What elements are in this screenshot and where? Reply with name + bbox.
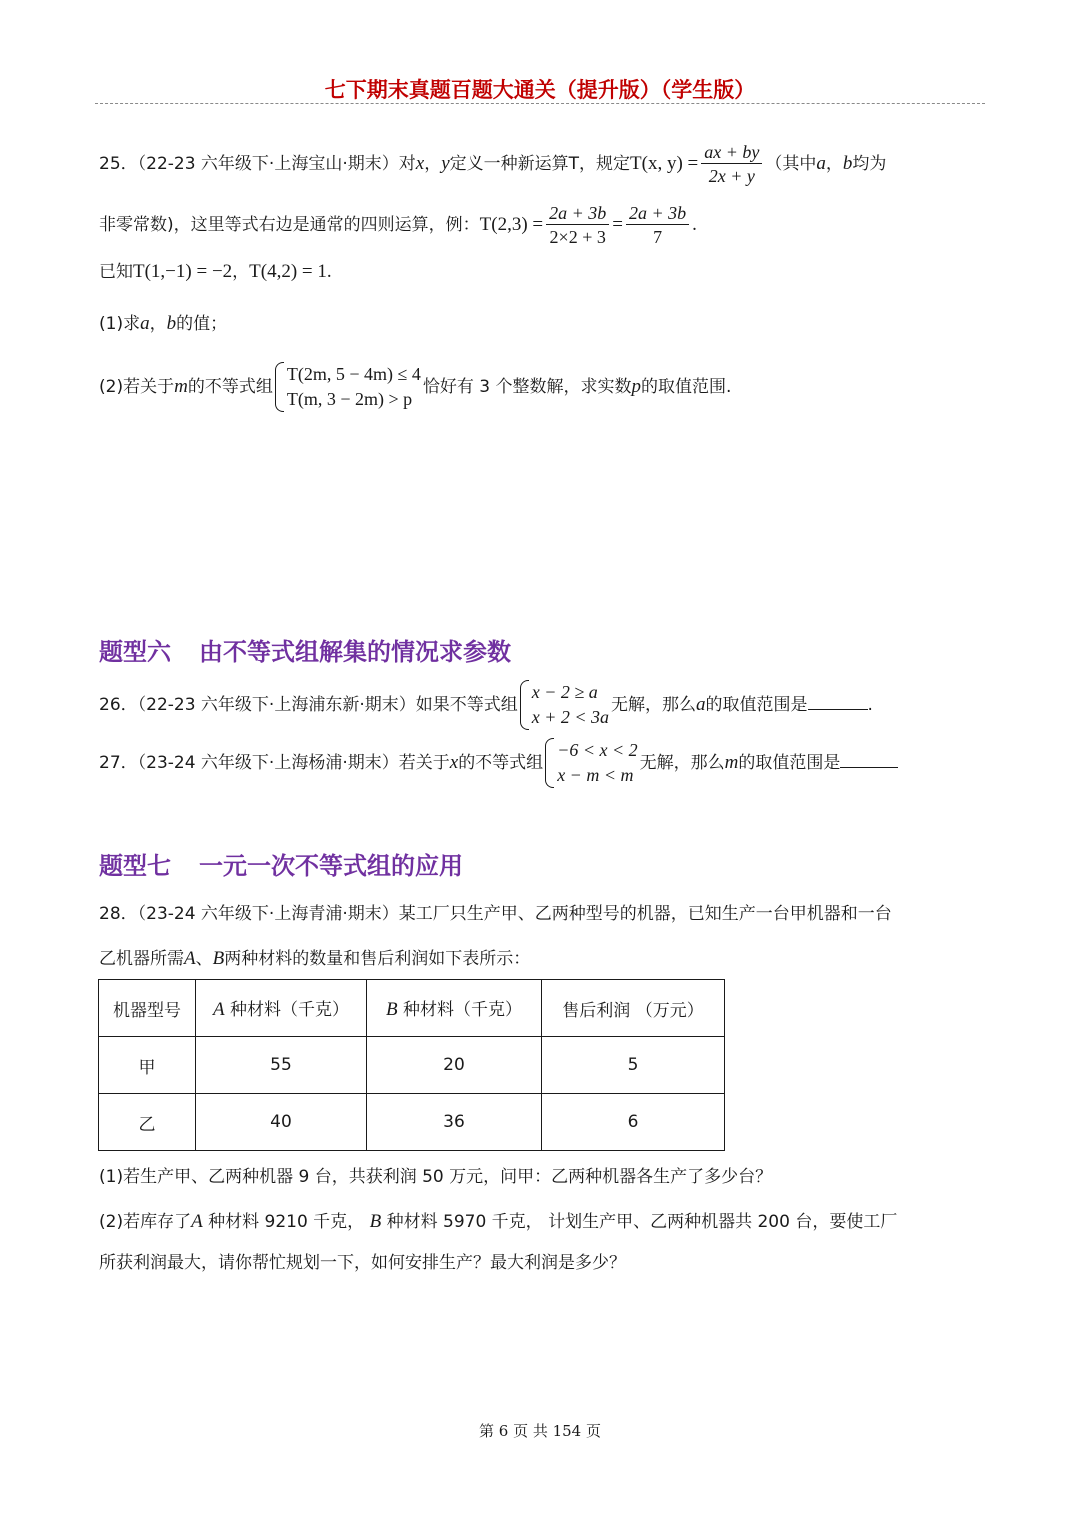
q25-system-row2: T(m, 3 − 2m) > p	[286, 389, 413, 409]
q25-part2	[99, 362, 731, 412]
q25-example-lhs: T(2,3) =	[479, 214, 544, 235]
q27-var-m: m	[724, 752, 739, 773]
q25-example-num2: 2a + 3b	[626, 204, 689, 225]
q25-note-tail: 均为	[852, 154, 887, 174]
q27-intro: 27．（23-24 六年级下·上海杨浦·期末）若关于	[99, 753, 450, 773]
q26-system-row1: x − 2 ≥ a	[531, 682, 598, 702]
q25-part2-tail: 的取值范围.	[640, 377, 732, 397]
q26-end: 的取值范围是	[705, 695, 808, 715]
table-cell: 40	[196, 1094, 367, 1151]
q25-example-end: .	[692, 214, 697, 235]
q28-part2-mid2: 种材料 5970 千克， 计划生产甲、乙两种机器共 200 台，要使工厂	[386, 1212, 898, 1232]
q28-part2-line1	[99, 1212, 897, 1231]
table-row	[99, 1094, 725, 1151]
q27-mid: 的不等式组	[458, 753, 544, 773]
q27-system-row2: x − m < m	[557, 765, 634, 785]
q25-comma: ，	[424, 154, 442, 174]
left-brace-icon	[545, 738, 554, 788]
section-six-heading	[99, 632, 511, 667]
q27-inequality-system	[545, 738, 637, 788]
q25-example-frac1	[546, 204, 609, 246]
q26-inequality-system	[520, 680, 609, 730]
q27-system-row1: −6 < x < 2	[557, 740, 638, 760]
q28-part2-B: B	[369, 1211, 382, 1232]
table-header-cell: A 种材料（千克）	[196, 980, 367, 1037]
q25-inequality-system	[275, 362, 421, 412]
q26-mid: 无解，那么	[611, 695, 697, 715]
table-header-cell: 售后利润 （万元）	[542, 980, 725, 1037]
q25-var-x: x	[415, 153, 425, 174]
q25-part1-comma: ，	[149, 314, 167, 334]
q25-part2-m: m	[174, 376, 188, 397]
q28-part2-A: A	[191, 1211, 203, 1232]
q28-var-B: B	[212, 948, 225, 969]
page-footer: 第 6 页 共 154 页	[478, 1422, 601, 1440]
q25-part2-p: p	[631, 376, 641, 397]
q25-example-intro: 非零常数)，这里等式右边是通常的四则运算，例：	[99, 215, 480, 235]
left-brace-icon	[275, 362, 284, 412]
q25-known-expr1: T(1,−1) = −2	[133, 261, 233, 282]
table-cell: 乙	[99, 1094, 196, 1151]
q25-def-num: ax + by	[701, 143, 762, 164]
q25-part1-end: 的值；	[176, 314, 228, 334]
table-cell: 5	[542, 1037, 725, 1094]
q25-var-a: a	[816, 153, 826, 174]
q25-known-end: .	[326, 261, 332, 282]
section-six-label: 题型六	[99, 638, 171, 666]
section-six-title: 由不等式组解集的情况求参数	[199, 638, 511, 666]
q28-line2	[99, 949, 530, 968]
q28-var-A: A	[184, 948, 196, 969]
q25-known-intro: 已知	[99, 262, 133, 282]
q27-answer-blank[interactable]	[840, 751, 898, 768]
q25-var-b: b	[842, 153, 853, 174]
table-row	[99, 1037, 725, 1094]
q27-line	[99, 738, 898, 788]
q25-var-y: y	[441, 153, 450, 174]
q25-part2-mid: 的不等式组	[187, 377, 273, 397]
q25-def-den: 2x + y	[708, 166, 755, 186]
q25-note-start: （其中	[765, 154, 817, 174]
table-cell: 甲	[99, 1037, 196, 1094]
header-divider	[95, 103, 985, 104]
q25-part2-end: 恰好有 3 个整数解，求实数	[422, 377, 632, 397]
q26-var-a: a	[696, 694, 706, 715]
q27-end: 的取值范围是	[738, 753, 841, 773]
q25-line2	[99, 204, 697, 246]
q27-mid2: 无解，那么	[639, 753, 725, 773]
q28-line2-start: 乙机器所需	[99, 949, 184, 969]
q25-known-comma: ，	[232, 262, 250, 282]
q25-line1	[99, 143, 886, 185]
q26-line	[99, 680, 873, 730]
q25-system-row1: T(2m, 5 − 4m) ≤ 4	[286, 364, 421, 384]
q25-part1-b: b	[166, 313, 177, 334]
q25-example-den2: 7	[653, 227, 663, 247]
table-cell: 20	[367, 1037, 542, 1094]
q25-line3	[99, 262, 332, 281]
q25-def-text: 定义一种新运算T，规定	[449, 154, 631, 174]
section-seven-label: 题型七	[99, 852, 171, 880]
page-header-title: 七下期末真题百题大通关（提升版）（学生版）	[324, 78, 756, 102]
q26-intro: 26．（22-23 六年级下·上海浦东新·期末）如果不等式组	[99, 695, 518, 715]
q28-part2-mid1: 种材料 9210 千克，	[208, 1212, 365, 1232]
q25-def-fraction	[701, 143, 762, 185]
q28-part2-line2: 所获利润最大，请你帮忙规划一下，如何安排生产？最大利润是多少？	[99, 1253, 626, 1273]
table-header-row	[99, 980, 725, 1037]
section-seven-heading	[99, 846, 463, 881]
q25-known-expr2: T(4,2) = 1	[249, 261, 327, 282]
q25-example-num1: 2a + 3b	[546, 204, 609, 225]
table-cell: 36	[367, 1094, 542, 1151]
q27-var-x: x	[449, 752, 459, 773]
q25-part1-a: a	[140, 313, 150, 334]
q28-line2-sep: 、	[195, 949, 213, 969]
q25-part1-start: (1)求	[99, 314, 141, 334]
q25-comma2: ，	[825, 154, 843, 174]
q26-tail: .	[867, 695, 873, 715]
q25-def-lhs: T(x, y) =	[630, 153, 699, 174]
q28-part2-start: (2)若库存了	[99, 1212, 192, 1232]
materials-table	[98, 979, 725, 1151]
q26-answer-blank[interactable]	[808, 693, 868, 710]
q26-system-row2: x + 2 < 3a	[531, 707, 610, 727]
q25-intro: 25．（22-23 六年级下·上海宝山·期末）对	[99, 154, 416, 174]
left-brace-icon	[520, 680, 529, 730]
q28-line2-end: 两种材料的数量和售后利润如下表所示：	[224, 949, 531, 969]
q25-example-frac2	[626, 204, 689, 246]
table-cell: 6	[542, 1094, 725, 1151]
q28-part1: (1)若生产甲、乙两种机器 9 台，共获利润 50 万元，问甲：乙两种机器各生产了多少台？	[99, 1167, 773, 1187]
q25-part2-start: (2)若关于	[99, 377, 175, 397]
table-cell: 55	[196, 1037, 367, 1094]
section-seven-title: 一元一次不等式组的应用	[199, 852, 463, 880]
q25-part1	[99, 314, 227, 333]
q28-line1: 28．（23-24 六年级下·上海青浦·期末）某工厂只生产甲、乙两种型号的机器，已知生产一台甲机器和一台	[99, 904, 892, 924]
table-header-cell: B 种材料（千克）	[367, 980, 542, 1037]
table-header-cell: 机器型号	[99, 980, 196, 1037]
q25-example-den1: 2×2 + 3	[549, 227, 606, 247]
q25-example-eq: =	[612, 214, 623, 235]
